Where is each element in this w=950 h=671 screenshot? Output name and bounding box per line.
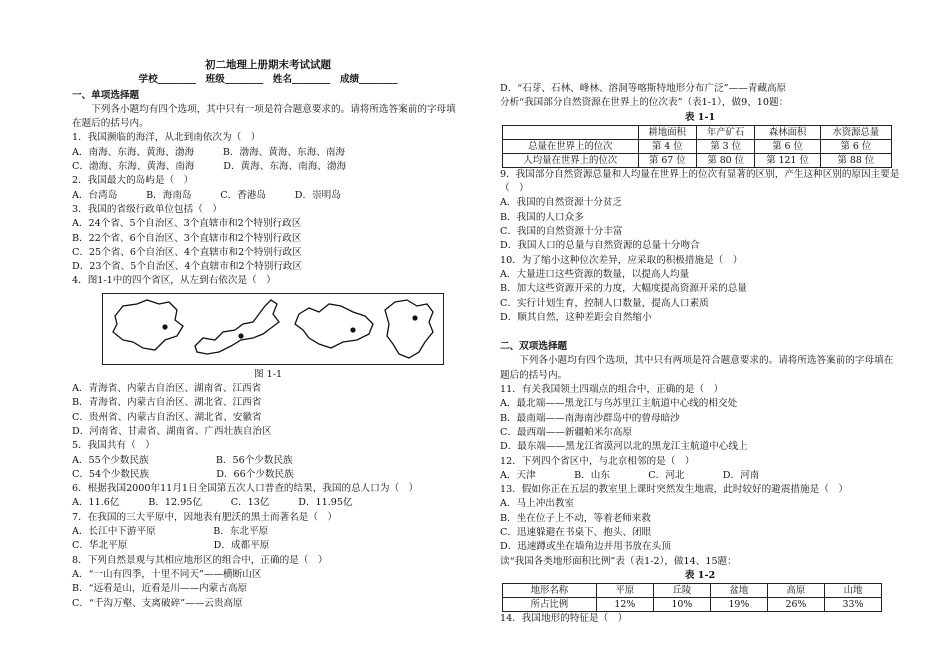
province-shape-2 <box>195 300 279 354</box>
table-cell: 19% <box>710 598 767 612</box>
q12-options: A．天津 B．山东 C．河北 D．河南 <box>500 469 760 481</box>
q4: 4．图1-1中的四个省区，从左到右依次是（ ） <box>72 275 276 287</box>
q9-option-a: A．我国的自然资源十分贫乏 <box>500 197 623 209</box>
q9-option-b: B．我国的人口众多 <box>500 211 584 223</box>
q10-option-a: A．大量进口这些资源的数量，以提高人均量 <box>500 268 690 280</box>
table-cell: 第 80 位 <box>696 153 754 167</box>
table-cell: 26% <box>767 598 824 612</box>
q3-option-a: A．24个省、5个自治区、3个直辖市和2个特别行政区 <box>72 218 302 230</box>
q12: 12．下列四个省区中，与北京相邻的是（ ） <box>500 455 695 467</box>
q9-option-c: C．我国的自然资源十分丰富 <box>500 226 623 238</box>
table-cell: 地形名称 <box>503 584 597 598</box>
q5: 5．我国共有（ ） <box>72 440 155 452</box>
q13-option-c: C．迅速躲避在书桌下、抱头、闭眼 <box>500 527 652 539</box>
capital-dot-1 <box>162 324 167 329</box>
landform-ratio-table <box>502 583 882 612</box>
q4-option-a: A．青海省、内蒙古自治区、湖南省、江西省 <box>72 383 262 395</box>
q1-options-ab: A．南海、东海、黄海、渤海 B．渤海、黄海、东海、南海 <box>72 146 346 158</box>
province-shape-1 <box>113 300 183 350</box>
table1-intro: 分析“我国部分自然资源在世界上的位次表”（表1-1），做9、10题： <box>500 97 789 109</box>
q11-option-c: C．最西端——新疆帕米尔高原 <box>500 426 633 438</box>
q13-option-b: B．坐在位子上不动，等着老师来救 <box>500 512 651 524</box>
table-cell: 山地 <box>824 584 881 598</box>
table-cell: 高原 <box>767 584 824 598</box>
table-cell: 年产矿石 <box>696 125 754 139</box>
left-column <box>72 0 464 611</box>
question-block-9-10 <box>500 168 900 325</box>
q11: 11．有关我国领土四端点的组合中，正确的是（ ） <box>500 384 724 396</box>
q2-options: A．台湾岛 B．海南岛 C．香港岛 D．崇明岛 <box>72 189 341 201</box>
section1-instruction: 下列各小题均有四个选项，其中只有一项是符合题意要求的。请将所选答案前的字母填在题后的括号内。 <box>72 103 456 130</box>
capital-dot-3 <box>350 327 355 332</box>
question-block-4-8 <box>72 382 464 611</box>
q10: 10．为了缩小这种位次差异，应采取的积极措施是（ ） <box>500 254 743 266</box>
table-cell: 10% <box>653 598 710 612</box>
q1: 1．我国濒临的海洋，从北到南依次为（ ） <box>72 132 261 144</box>
province-shape-3 <box>295 304 373 348</box>
table-cell: 第 67 位 <box>638 153 696 167</box>
q13-option-d: D．迅速蹲或坐在墙角边并用书放在头顶 <box>500 541 671 553</box>
q3-option-d: D．23个省、5个自治区、4个直辖市和2个特别行政区 <box>72 261 303 273</box>
question-block-11-13 <box>500 383 900 569</box>
table-cell: 所占比例 <box>503 598 597 612</box>
capital-dot-4 <box>412 315 417 320</box>
table-cell <box>503 125 639 139</box>
q11-option-b: B．最南端——南海南沙群岛中的曾母暗沙 <box>500 412 680 424</box>
q4-option-d: D．河南省、甘肃省、湖南省、广西壮族自治区 <box>72 425 272 437</box>
table1-caption: 表 1-1 <box>684 111 716 123</box>
q3-option-b: B．22个省、6个自治区、3个直辖市和2个特别行政区 <box>72 232 302 244</box>
province-shape-4 <box>385 300 433 358</box>
province-outline-figure <box>102 293 444 365</box>
student-info-line: 学校________ 班级________ 姓名________ 成绩________ <box>138 74 398 86</box>
section2-instruction: 下列各小题均有四个选项，其中只有两项是符合题意要求的。请将所选答案前的字母填在题后的括号内。 <box>500 355 894 381</box>
q6-options: A．11.6亿 B．12.95亿 C．13亿 D．11.95亿 <box>72 497 353 509</box>
q8-option-c: C．“千沟万壑、支离破碎”——云贵高原 <box>72 597 243 609</box>
q5-options-cd: C．54个少数民族 D．66个少数民族 <box>72 468 294 480</box>
table-row <box>503 598 882 612</box>
table-cell: 丘陵 <box>653 584 710 598</box>
q10-option-d: D．顺其自然，这种差距会自然缩小 <box>500 311 652 323</box>
q8-option-d: D．“石芽、石林、峰林、溶洞等喀斯特地形分布广泛”——青藏高原 <box>500 83 787 94</box>
q11-option-d: D．最东端——黑龙江省漠河以北的黑龙江主航道中心线上 <box>500 441 748 453</box>
table-cell: 第 3 位 <box>696 139 754 153</box>
section2-heading: 二、双项选择题 <box>500 341 568 353</box>
question-block-1-4 <box>72 131 464 288</box>
table-cell: 耕地面积 <box>638 125 696 139</box>
table-cell: 总量在世界上的位次 <box>503 139 639 153</box>
q9: 9．我国部分自然资源总量和人均量在世界上的位次有显著的区别，产生这种区别的原因主要是（ ） <box>500 168 900 195</box>
table2-intro: 读“我国各类地形面积比例”表（表1-2），做14、15题： <box>500 555 737 567</box>
spacer <box>500 325 900 339</box>
q13: 13．假如你正在五层的教室里上课时突然发生地震，此时较好的避震措施是（ ） <box>500 484 848 496</box>
q5-options-ab: A．55个少数民族 B．56个少数民族 <box>72 454 293 466</box>
q4-option-c: C．贵州省、内蒙古自治区、湖北省、安徽省 <box>72 411 262 423</box>
q7-options-ab: A．长江中下游平原 B．东北平原 <box>72 526 269 538</box>
table-cell: 第 6 位 <box>820 139 891 153</box>
q10-option-b: B．加大这些资源开采的力度，大幅度提高资源开采的总量 <box>500 283 747 295</box>
q7-options-cd: C．华北平原 D．成都平原 <box>72 540 270 552</box>
q2: 2．我国最大的岛屿是（ ） <box>72 175 194 187</box>
right-column <box>500 0 900 627</box>
table-cell: 盆地 <box>710 584 767 598</box>
q8-option-b: B．“远看是山，近看是川——内蒙古高原 <box>72 583 248 595</box>
exam-title: 初二地理上册期末考试试题 <box>205 59 331 71</box>
table-row <box>503 139 892 153</box>
table-header-row <box>503 125 892 139</box>
table-cell: 人均量在世界上的位次 <box>503 153 639 167</box>
figure-caption: 图 1-1 <box>253 368 283 380</box>
table-cell: 水资源总量 <box>820 125 891 139</box>
q6: 6．根据我国2000年11月1日全国第五次人口普查的结果，我国的总人口为（ ） <box>72 483 419 495</box>
q14: 14．我国地形的特征是（ ） <box>500 613 628 625</box>
table-header-row <box>503 584 882 598</box>
table-cell: 第 6 位 <box>755 139 820 153</box>
table-cell: 森林面积 <box>755 125 820 139</box>
section1-heading: 一、单项选择题 <box>72 89 140 101</box>
table-cell: 第 88 位 <box>820 153 891 167</box>
q10-option-c: C．实行计划生育，控制人口数量，提高人口素质 <box>500 297 709 309</box>
table-cell: 平原 <box>596 584 653 598</box>
province-shapes-svg <box>103 294 443 364</box>
table-cell: 第 4 位 <box>638 139 696 153</box>
q3: 3．我国的省级行政单位包括（ ） <box>72 203 223 215</box>
q3-option-c: C．25个省、6个自治区、4个直辖市和2个特别行政区 <box>72 246 302 258</box>
table-cell: 12% <box>596 598 653 612</box>
table2-caption: 表 1-2 <box>684 569 716 581</box>
q11-option-a: A．最北端——黑龙江与乌苏里江主航道中心线的相交处 <box>500 398 738 410</box>
q13-option-a: A．马上冲出教室 <box>500 498 575 510</box>
q8: 8．下列自然景观与其相应地形区的组合中，正确的是（ ） <box>72 554 328 566</box>
table-cell: 33% <box>824 598 881 612</box>
q8-option-a: A．“一山有四季，十里不同天”——横断山区 <box>72 568 262 580</box>
table-row <box>503 153 892 167</box>
resource-rank-table <box>502 125 892 168</box>
capital-dot-2 <box>238 333 243 338</box>
q1-options-cd: C．渤海、东海、黄海、南海 D．黄海、东海、南海、渤海 <box>72 161 347 173</box>
q9-option-d: D．我国人口的总量与自然资源的总量十分吻合 <box>500 240 700 252</box>
q7: 7．在我国的三大平原中，因地表有肥沃的黑土而著名是（ ） <box>72 511 338 523</box>
q4-option-b: B．青海省、内蒙古自治区、湖北省、江西省 <box>72 397 262 409</box>
table-cell: 第 121 位 <box>755 153 820 167</box>
